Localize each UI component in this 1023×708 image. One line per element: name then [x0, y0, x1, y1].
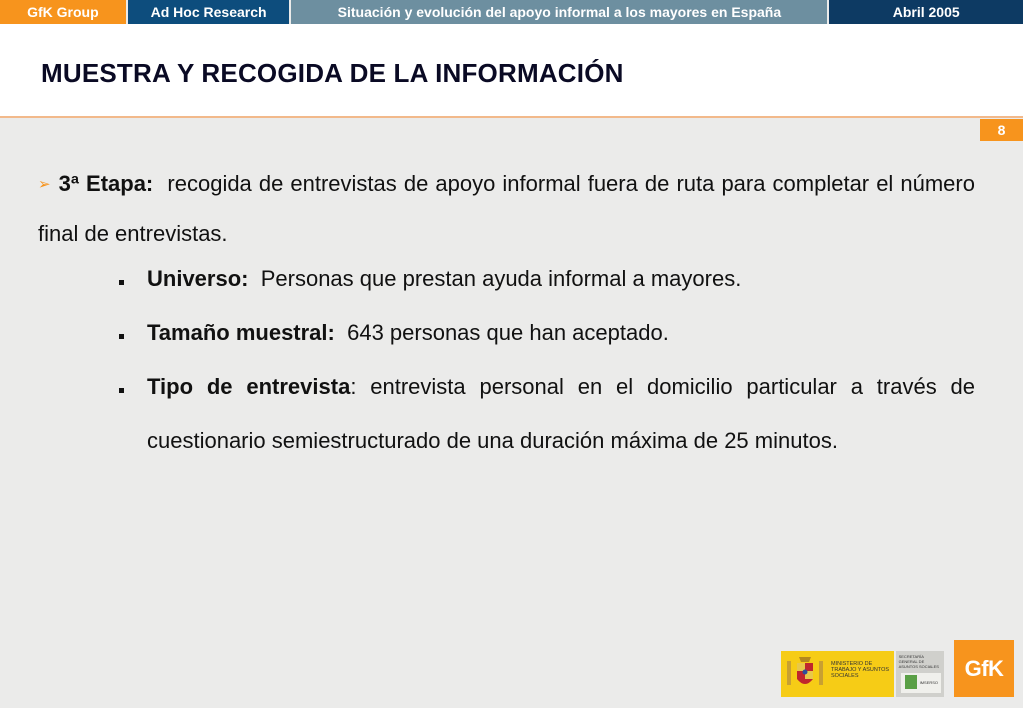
interview-type-text: : entrevista personal en el domicilio particular a través de cuestionario semiestructurado de una duración máxima de 25 minutos. — [147, 374, 976, 453]
ministry-logo-strip — [781, 651, 944, 697]
list-item — [147, 310, 975, 356]
square-bullet-icon — [119, 280, 124, 285]
company-tab: GfK Group — [0, 0, 126, 24]
page-number-badge: 8 — [980, 119, 1023, 141]
interview-type-label: Tipo de entrevista — [147, 374, 351, 399]
stage-paragraph — [38, 160, 975, 257]
date-tab: Abril 2005 — [829, 0, 1023, 24]
stage-label: 3ª Etapa: — [58, 171, 154, 196]
square-bullet-icon — [119, 388, 124, 393]
department-tab: Ad Hoc Research — [128, 0, 290, 24]
secretaria-logo — [896, 651, 944, 697]
arrow-bullet-icon: ➢ — [38, 176, 51, 193]
sample-size-label: Tamaño muestral: — [147, 320, 335, 345]
list-item — [147, 360, 975, 468]
universe-text: Personas que prestan ayuda informal a mayores. — [260, 266, 742, 291]
sample-size-text: 643 personas que han aceptado. — [347, 320, 669, 345]
detail-list — [147, 256, 975, 468]
ministry-text: MINISTERIO DE TRABAJO Y ASUNTOS SOCIALES — [831, 661, 890, 679]
top-bar — [0, 0, 1023, 24]
spanish-coat-of-arms-icon — [785, 655, 825, 693]
stage-text: recogida de entrevistas de apoyo informal fuera de ruta para completar el número final de entrevistas. — [38, 171, 975, 246]
imserso-text: IMSERSO — [919, 680, 939, 685]
slide-content — [38, 160, 976, 453]
universe-label: Universo: — [147, 266, 249, 291]
study-title-tab: Situación y evolución del apoyo informal a los mayores en España — [291, 0, 827, 24]
page-title: MUESTRA Y RECOGIDA DE LA INFORMACIÓN — [41, 58, 624, 88]
secretaria-text: SECRETARÍA GENERAL DE ASUNTOS SOCIALES — [898, 654, 939, 669]
gfk-logo: GfK — [954, 640, 1014, 697]
imserso-mark-icon — [905, 675, 917, 689]
square-bullet-icon — [119, 334, 124, 339]
ministry-logo — [781, 651, 894, 697]
imserso-logo — [901, 673, 941, 693]
list-item — [147, 256, 975, 302]
